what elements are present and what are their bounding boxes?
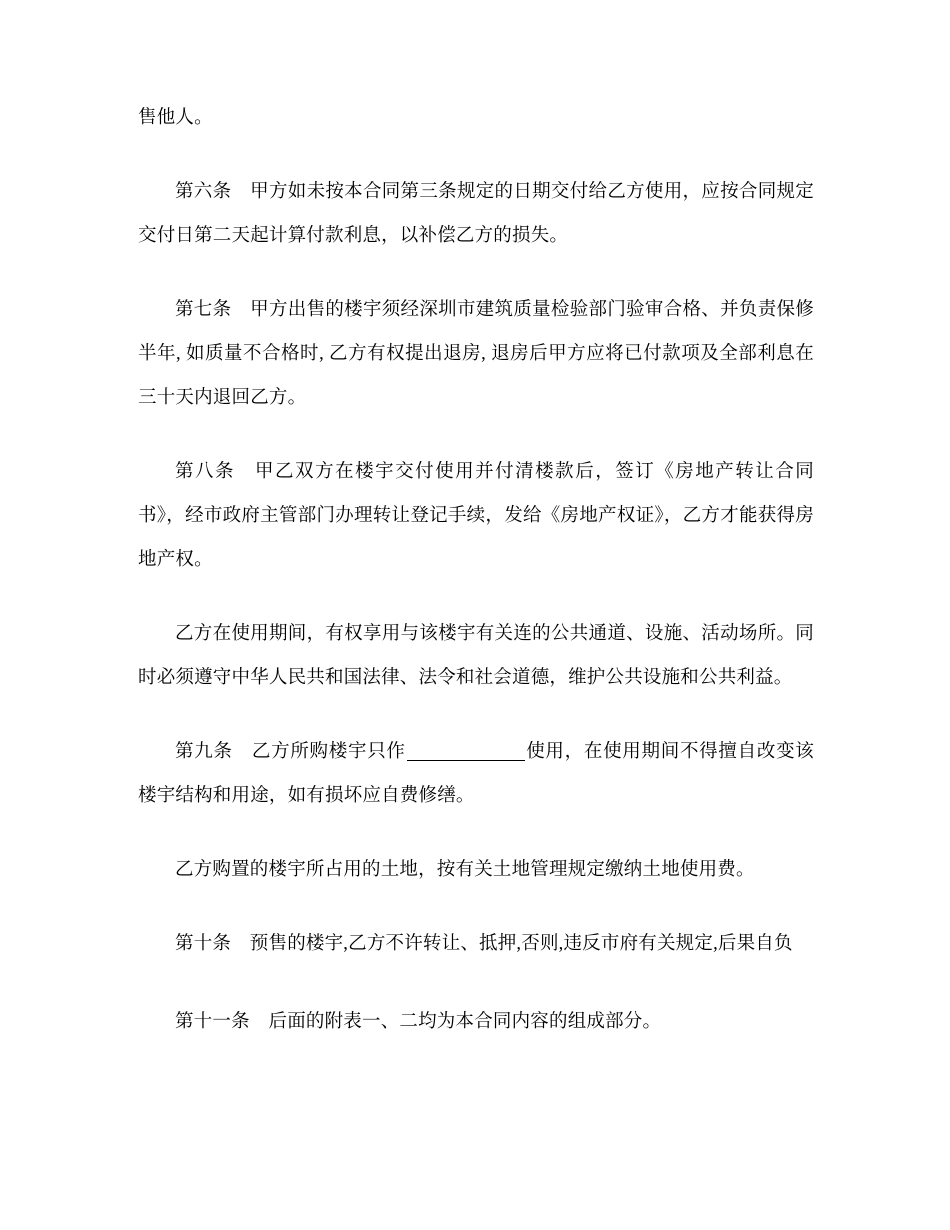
article-nine-text-after: 使用，在使用期间不得擅自改变该楼宇结构和用途，如有损坏应自费修缮。 — [138, 742, 814, 806]
document-body — [138, 96, 814, 1044]
paragraph-article-eight: 第八条 甲乙双方在楼宇交付使用并付清楼款后，签订《房地产转让合同书》，经市政府主管部门办理转让登记手续，发给《房地产权证》，乙方才能获得房地产权。 — [138, 462, 814, 570]
article-nine-text-before: 第九条 乙方所购楼宇只作 — [175, 742, 406, 762]
paragraph-article-six: 第六条 甲方如未按本合同第三条规定的日期交付给乙方使用，应按合同规定交付日第二天起计算付款利息，以补偿乙方的损失。 — [138, 182, 814, 246]
paragraph-article-nine — [138, 730, 814, 818]
paragraph-spacer — [138, 966, 814, 1000]
paragraph-usage-rights: 乙方在使用期间，有权享用与该楼宇有关连的公共通道、设施、活动场所。同时必须遵守中华人民共和国法律、法令和社会道德，维护公共设施和公共利益。 — [138, 624, 814, 688]
fill-in-blank-usage[interactable] — [407, 760, 525, 761]
paragraph-continuation: 售他人。 — [138, 108, 213, 128]
paragraph-article-seven: 第七条 甲方出售的楼宇须经深圳市建筑质量检验部门验审合格、并负责保修半年, 如质量不合格时, 乙方有权提出退房, 退房后甲方应将已付款项及全部利息在三十天内退回乙方。 — [138, 300, 814, 408]
paragraph-article-ten: 第十条 预售的楼宇,乙方不许转让、抵押,否则,违反市府有关规定,后果自负 — [175, 934, 793, 954]
paragraph-land-use-fee: 乙方购置的楼宇所占用的土地，按有关土地管理规定缴纳土地使用费。 — [175, 860, 755, 880]
paragraph-article-eleven: 第十一条 后面的附表一、二均为本合同内容的组成部分。 — [175, 1012, 662, 1032]
